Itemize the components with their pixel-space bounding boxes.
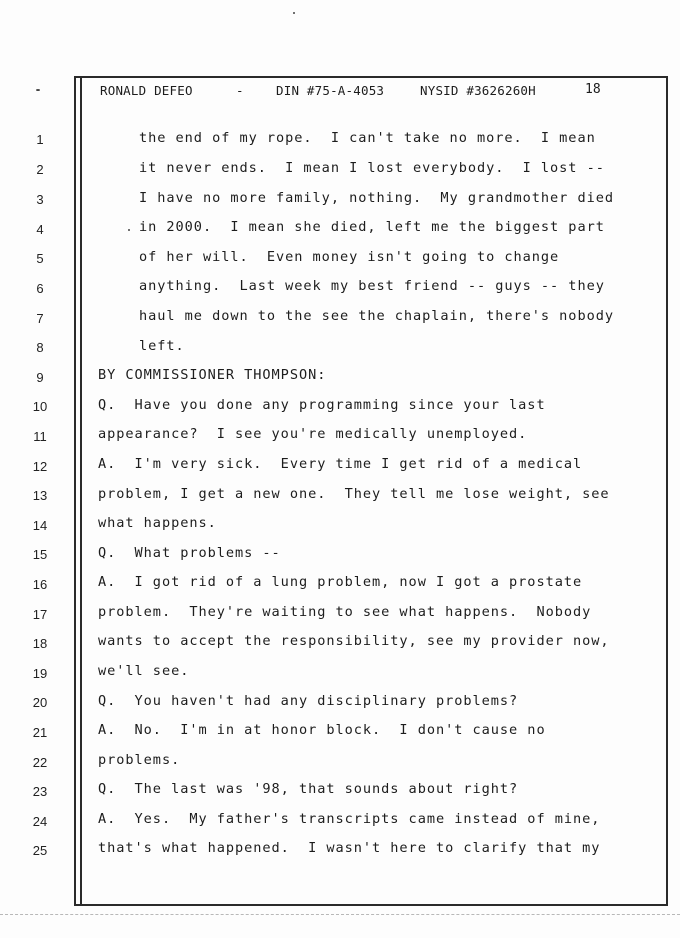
- line-number: 11: [33, 429, 47, 444]
- transcript-line: problems.: [98, 752, 181, 768]
- scan-bottom-edge: [0, 914, 680, 916]
- transcript-line: it never ends. I mean I lost everybody. I lost --: [139, 160, 605, 176]
- transcript-line: in 2000. I mean she died, left me the biggest part: [139, 219, 605, 235]
- line-number: 4: [36, 222, 44, 237]
- transcript-line: appearance? I see you're medically unemployed.: [98, 426, 528, 442]
- line-number: 10: [32, 399, 48, 414]
- transcript-line: haul me down to the see the chaplain, there's nobody: [139, 308, 614, 324]
- line-number: 8: [36, 340, 44, 355]
- transcript-line: BY COMMISSIONER THOMPSON:: [98, 367, 327, 383]
- line-number: 5: [36, 251, 44, 266]
- line-number: 22: [32, 755, 48, 770]
- transcript-line: A. I'm very sick. Every time I get rid of a medical: [98, 456, 583, 472]
- line-number: 25: [32, 843, 48, 858]
- transcript-line: Q. Have you done any programming since your last: [98, 397, 546, 413]
- transcript-line: left.: [139, 338, 185, 354]
- header-separator: -: [236, 83, 244, 98]
- line-number: 23: [32, 784, 48, 799]
- transcript-line: Q. You haven't had any disciplinary problems?: [98, 693, 519, 709]
- transcript-line: Q. What problems --: [98, 545, 281, 561]
- line-number: 14: [32, 518, 48, 533]
- transcript-line: A. I got rid of a lung problem, now I got a prostate: [98, 574, 583, 590]
- line-number: 12: [32, 459, 48, 474]
- scan-speck: [293, 12, 295, 14]
- line-number: 6: [36, 281, 44, 296]
- left-margin-rule-outer: [74, 76, 76, 904]
- line-number: 9: [36, 370, 44, 385]
- left-margin-rule-inner: [80, 76, 82, 904]
- transcript-line: what happens.: [98, 515, 217, 531]
- header-nysid: NYSID #3626260H: [420, 83, 536, 98]
- page-number: 18: [585, 82, 601, 97]
- line-number: 3: [36, 192, 44, 207]
- transcript-line: anything. Last week my best friend -- guys -- they: [139, 278, 605, 294]
- transcript-line: A. No. I'm in at honor block. I don't cause no: [98, 722, 546, 738]
- line-number: 24: [32, 814, 48, 829]
- transcript-line: wants to accept the responsibility, see my provider now,: [98, 633, 610, 649]
- scan-speck: [36, 89, 40, 91]
- scan-speck: [128, 229, 130, 231]
- transcript-line: I have no more family, nothing. My grandmother died: [139, 190, 614, 206]
- transcript-line: problem, I get a new one. They tell me lose weight, see: [98, 486, 610, 502]
- line-number: 15: [32, 547, 48, 562]
- line-number: 19: [32, 666, 48, 681]
- line-number: 1: [36, 132, 44, 147]
- transcript-line: problem. They're waiting to see what happens. Nobody: [98, 604, 592, 620]
- line-number: 17: [32, 607, 48, 622]
- line-number: 21: [32, 725, 48, 740]
- transcript-line: of her will. Even money isn't going to change: [139, 249, 560, 265]
- transcript-line: we'll see.: [98, 663, 190, 679]
- transcript-line: Q. The last was '98, that sounds about right?: [98, 781, 519, 797]
- line-number: 18: [32, 636, 48, 651]
- line-number: 13: [32, 488, 48, 503]
- transcript-line: A. Yes. My father's transcripts came instead of mine,: [98, 811, 601, 827]
- transcript-line: the end of my rope. I can't take no more. I mean: [139, 130, 596, 146]
- line-number: 20: [32, 695, 48, 710]
- header-name: RONALD DEFEO: [100, 83, 193, 98]
- header-din: DIN #75-A-4053: [276, 83, 385, 98]
- line-number: 7: [36, 311, 44, 326]
- line-number: 2: [36, 162, 44, 177]
- line-number: 16: [32, 577, 48, 592]
- transcript-line: that's what happened. I wasn't here to clarify that my: [98, 840, 601, 856]
